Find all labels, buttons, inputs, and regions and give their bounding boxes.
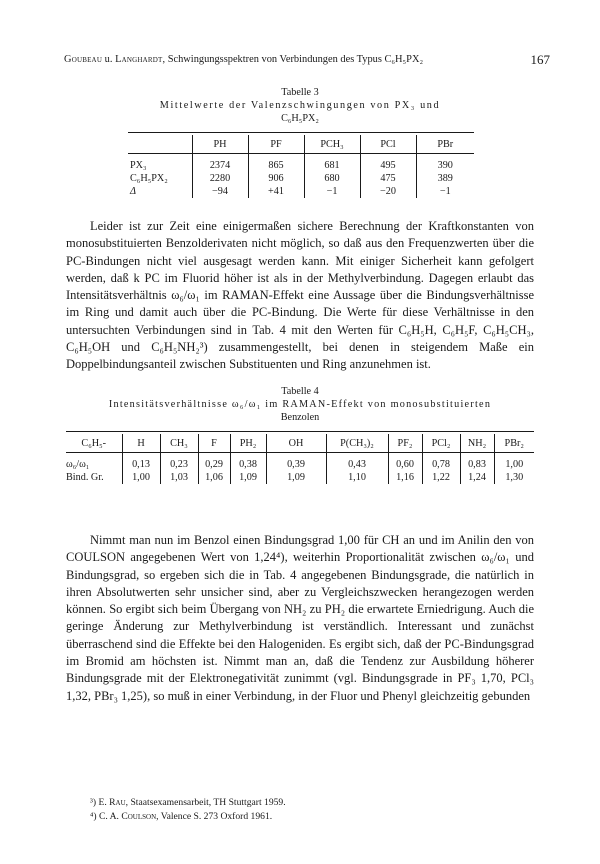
table3-col-header: PBr [416,135,474,153]
footnote-text: , Staatsexamensarbeit, TH Stuttgart 1959. [125,797,286,808]
footnote-4 [90,810,272,823]
table-cell: 1,16 [388,471,422,484]
table3-col-header: PCl [360,135,416,153]
table-cell: 0,60 [388,458,422,471]
table-cell: 1,00 [122,471,160,484]
table-cell: 1,22 [422,471,460,484]
footnote-3 [90,796,286,809]
table-cell: 865 [248,159,304,172]
table-cell: 2374 [192,159,248,172]
table-cell: 0,23 [160,458,198,471]
table3-label: Tabelle 3 [281,87,319,98]
table3-col-header: PH [192,135,248,153]
table-cell: 1,00 [494,458,534,471]
table4-col-header: OH [266,434,326,452]
table-row [128,172,474,185]
table-cell: 495 [360,159,416,172]
table3-title-line2: C₆H₅PX₂ [281,113,319,124]
page-number: 167 [530,52,550,67]
author-langhardt: Langhardt [115,54,163,65]
table4-caption [60,385,540,424]
table-cell: 1,09 [266,471,326,484]
row-label: ω₆/ω₁ [66,459,90,470]
table4-col-header: PH₂ [230,434,266,452]
table-cell: 390 [416,159,474,172]
table-cell: 680 [304,172,360,185]
table3-top-rule [128,132,474,133]
table4-col-header: NH₂ [460,434,494,452]
table4-col-header: PF₂ [388,434,422,452]
table4-col-header: PBr₂ [494,434,534,452]
table4-col-header: P(CH₃)₂ [326,434,388,452]
table-row [66,471,534,484]
table4-col-header: PCl₂ [422,434,460,452]
row-label: C₆H₅PX₂ [130,173,168,184]
table4-header-row [66,434,534,452]
table-cell: 0,43 [326,458,388,471]
table3-title-line1: Mittelwerte der Valenzschwingungen von PX₃ und [159,100,441,111]
author-goubeau: Goubeau [64,54,103,65]
running-header [64,54,550,65]
footnote-text: , Valence S. 273 Oxford 1961. [156,811,273,822]
table-cell: −1 [304,185,360,198]
table-cell: 0,13 [122,458,160,471]
table-cell: 0,78 [422,458,460,471]
table4-col-header: F [198,434,230,452]
row-label: PX₃ [130,160,147,171]
row-label: Δ [130,186,136,197]
table-cell: −20 [360,185,416,198]
footnote-mark: ⁴) [90,811,99,822]
table-row [66,458,534,471]
table-cell: 1,09 [230,471,266,484]
table-cell: 0,39 [266,458,326,471]
table-cell: 475 [360,172,416,185]
table3-header-row [128,135,474,153]
paragraph-2: Nimmt man nun im Benzol einen Bindungsgrad 1,00 für CH an und im Anilin den von COULSON angegebenen Wert von 1,24⁴), weiterhin Proportionalität zwischen ω₆/ω₁ und Bindungsgrad, so ergeben sich die in Tab. 4 angegebenen Bindungsgrade, die natürlich in ihren Absolutwerten sehr unsicher sind, aber zu Vergleichszwecken herangezogen werden können. So ergibt sich beim Übergang von NH₂ zu PH₂ die erwartete Erniedrigung. Auch die geringe Änderung zur Methylverbindung ist verständlich. Interessant und zunächst überraschend sind die Effekte bei den Halogeniden. Es ergibt sich, daß der PC-Bindungsgrad im Bromid am höchsten ist. Nimmt man an, daß die Tendenz zur Ausbildung höherer Bindungsgrade mit der Elektronegativität zunimmt (vgl. Bindungsgrade in PF₃ 1,70, PCl₃ 1,32, PBr₃ 1,25), so muß in einer Verbindung, in der Fluor und Phenyl gleichzeitig gebunden [66,533,534,703]
table3 [128,135,474,198]
table-cell: 1,30 [494,471,534,484]
table-cell: 681 [304,159,360,172]
table4-col-header: CH₃ [160,434,198,452]
footnote-mark: ³) [90,797,99,808]
row-label: Bind. Gr. [66,472,104,483]
table-cell: 0,38 [230,458,266,471]
author-separator: u. [102,54,116,65]
table-row [128,185,474,198]
footnote-author: C. A. Coulson [98,811,157,822]
table-cell: 2280 [192,172,248,185]
running-title: , Schwingungsspektren von Verbindungen des Typus C₆H₅PX₂ [162,54,424,65]
table3-caption [150,86,450,125]
table4-title-line2: Benzolen [280,412,320,423]
table-cell: 1,03 [160,471,198,484]
table4-top-rule [66,431,534,432]
table-cell: −94 [192,185,248,198]
table-cell: 0,83 [460,458,494,471]
table-cell: 0,29 [198,458,230,471]
table3-col-header: PCH₃ [304,135,360,153]
table4-label: Tabelle 4 [281,386,319,397]
table-cell: 1,24 [460,471,494,484]
table4-col-header: H [122,434,160,452]
table-cell: −1 [416,185,474,198]
table4 [66,434,534,484]
table-cell: 1,10 [326,471,388,484]
paragraph-1: Leider ist zur Zeit eine einigermaßen sichere Berechnung der Kraftkonstanten von monosubstituierten Benzolderivaten nicht möglich, so daß aus den Frequenzwerten über die PC-Bindungen nicht viel ausgesagt werden kann. Mit einiger Sicherheit kann gefolgert werden, daß k PC im Fluorid höher ist als in der Methylverbindung. Dagegen erlaubt das Intensitätsverhältnis ω₆/ω₁ im RAMAN-Effekt eine Aussage über die Bindungsverhältnisse im Ring und damit auch über die PC-Bindung. Die Werte für diese Verhältnisse in den untersuchten Verbindungen sind in Tab. 4 mit den Werten für C₆H₅H, C₆H₅F, C₆H₅CH₃, C₆H₅OH und C₆H₅NH₂³) zusammengestellt, bei denen in steigendem Maße ein Doppelbindungsanteil zwischen Substituenten und Ring anzunehmen ist. [66,219,534,372]
table3-col-header: PF [248,135,304,153]
table4-title-line1: Intensitätsverhältnisse ω₆/ω₁ im RAMAN-Effekt von monosubstituierten [108,399,492,410]
table-cell: +41 [248,185,304,198]
table-cell: 906 [248,172,304,185]
table-cell: 389 [416,172,474,185]
footnote-author: E. Rau [98,797,126,808]
table3-corner [128,135,192,153]
table-row [128,159,474,172]
table4-col-header: C₆H₅- [81,437,107,449]
table-cell: 1,06 [198,471,230,484]
